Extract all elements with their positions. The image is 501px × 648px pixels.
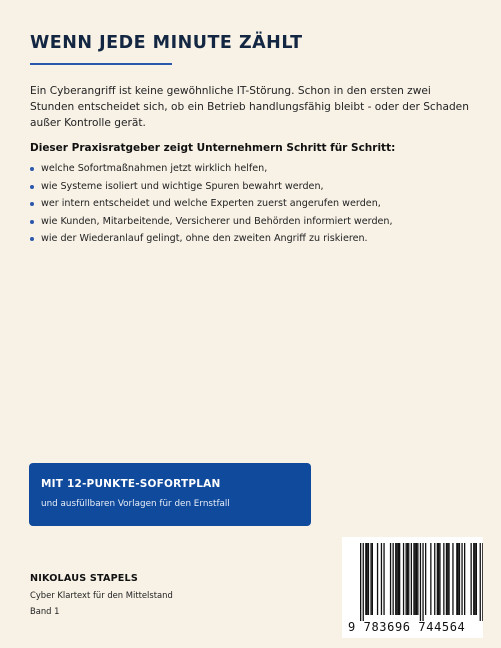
barcode-bar [456,543,457,615]
barcode-bar [406,543,407,615]
barcode-bar [474,543,475,615]
barcode-bar [381,543,382,615]
intro-paragraph: Ein Cyberangriff ist keine gewöhnliche IT-Störung. Schon in den ersten zwei Stunden entscheidet sich, ob ein Betrieb handlungsfähig bleibt - oder der Schaden außer Kontrolle gerät. [30,85,469,129]
volume-label: Band 1 [30,606,60,616]
barcode-bar [396,543,397,615]
barcode-bar [372,543,373,615]
barcode-bar [447,543,448,615]
barcode-bar [383,543,384,615]
barcode-bar [416,543,417,615]
promo-title: MIT 12-PUNKTE-SOFORTPLAN [41,478,221,490]
headline: WENN JEDE MINUTE ZÄHLT [30,33,303,53]
bullet-dot-icon [30,167,34,171]
list-item [30,178,490,196]
barcode-bar [448,543,449,615]
barcode-guard-bar [360,543,361,621]
barcode-bar [461,543,462,615]
bullet-dot-icon [30,202,34,206]
list-item [30,230,490,248]
barcode-bar [459,543,460,615]
barcode-bar [370,543,371,615]
barcode-bar [408,543,409,615]
barcode-bar [367,543,368,615]
barcode-bar [407,543,408,615]
barcode-bar [425,543,426,615]
barcode-bar [415,543,416,615]
bullet-list [30,160,490,248]
barcode-guard-bar [363,543,364,621]
barcode-guard-bar [422,543,423,621]
barcode-bar [393,543,394,615]
barcode-bar [438,543,439,615]
barcode-bar [473,543,474,615]
barcode-bar [395,543,396,615]
barcode-bar [377,543,378,615]
promo-subtitle: und ausfüllbaren Vorlagen für den Ernstfall [41,499,230,509]
list-item [30,213,490,231]
barcode-bar [443,543,444,615]
barcode-bar [403,543,404,615]
barcode-bar [476,543,477,615]
barcode-bar [437,543,438,615]
list-item-text: wie Systeme isoliert und wichtige Spuren bewahrt werden, [41,180,324,192]
list-item [30,195,490,213]
bullet-dot-icon [30,220,34,224]
barcode-bar [452,543,453,615]
list-item-text: wie der Wiederanlauf gelingt, ohne den zweiten Angriff zu riskieren. [41,233,368,244]
barcode-bar [368,543,369,615]
barcode-bar [417,543,418,615]
promo-box [29,463,311,526]
barcode-bar [471,543,472,615]
list-item [30,160,490,178]
barcode-bar [439,543,440,615]
barcode-bar [464,543,465,615]
barcode-bar [365,543,366,615]
bullet-dot-icon [30,185,34,189]
barcode-bar [434,543,435,615]
barcode-bar [411,543,412,615]
isbn-barcode [342,537,483,638]
lead-sentence: Dieser Praxisratgeber zeigt Unternehmern Schritt für Schritt: [30,142,396,154]
author-name: NIKOLAUS STAPELS [30,573,138,584]
bullet-dot-icon [30,237,34,241]
barcode-bar [390,543,391,615]
barcode-bar [446,543,447,615]
series-title: Cyber Klartext für den Mittelstand [30,590,173,600]
list-item-text: wer intern entscheidet und welche Experten zuerst angerufen werden, [41,198,381,209]
list-item-text: wie Kunden, Mitarbeitende, Versicherer und Behörden informiert werden, [41,215,393,227]
barcode-bar [413,543,414,615]
isbn-digits: 9 783696 744564 [348,620,466,634]
barcode-bar [458,543,459,615]
barcode-guard-bar [482,543,483,621]
barcode-bar [430,543,431,615]
barcode-bar [398,543,399,615]
barcode-guard-bar [480,543,481,621]
list-item-text: welche Sofortmaßnahmen jetzt wirklich helfen, [41,163,268,174]
barcode-bar [399,543,400,615]
headline-underline [30,63,172,65]
barcode-guard-bar [420,543,421,621]
